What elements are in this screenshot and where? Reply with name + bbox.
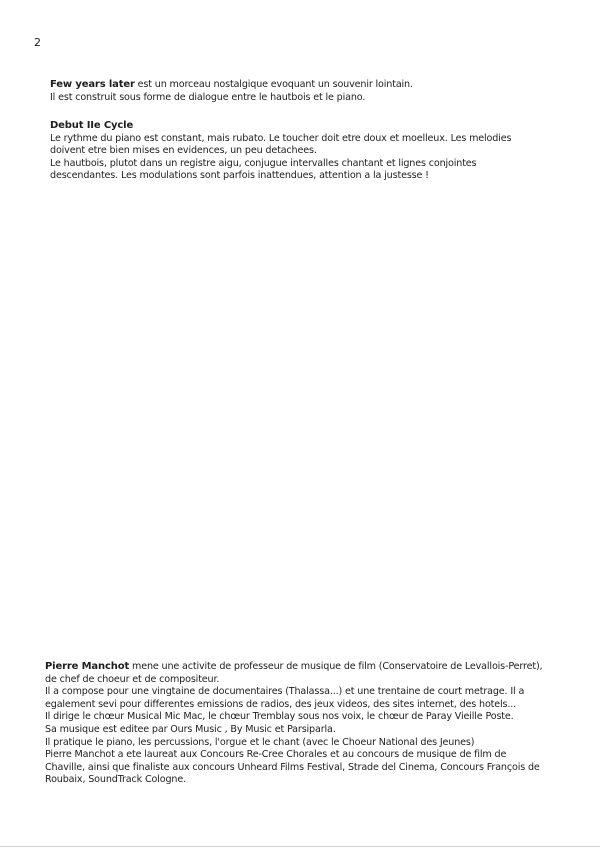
- bio-line: Chaville, ainsi que finaliste aux concours Unheard Films Festival, Strade del Cinema, Concours François de: [45, 761, 540, 773]
- intro-line-1: [50, 79, 570, 92]
- composer-name: Pierre Manchot: [45, 661, 130, 672]
- page-number: 2: [34, 36, 41, 49]
- bio-line: Il pratique le piano, les percussions, l'orgue et le chant (avec le Choeur National des Jeunes): [45, 736, 475, 748]
- bio-line: Pierre Manchot a ete laureat aux Concours Re-Cree Chorales et au concours de musique de film de: [45, 749, 507, 761]
- level-section: [50, 120, 570, 183]
- composer-bio: [45, 661, 570, 787]
- bio-line: de chef de choeur et de compositeur.: [45, 673, 220, 685]
- section-heading: Debut IIe Cycle: [50, 120, 134, 131]
- bottom-edge-divider: [0, 846, 600, 847]
- bio-line: Roubaix, SoundTrack Cologne.: [45, 774, 186, 786]
- bio-line: Il a compose pour une vingtaine de documentaires (Thalassa...) et une trentaine de court metrage. Il a: [45, 686, 525, 698]
- section-line: Le rythme du piano est constant, mais rubato. Le toucher doit etre doux et moelleux. Les melodies: [50, 132, 512, 144]
- bio-line: Sa musique est editee par Ours Music , By Music et Parsiparla.: [45, 723, 336, 735]
- intro-paragraph: [50, 79, 570, 104]
- piece-title: Few years later: [50, 79, 135, 90]
- section-line: doivent etre bien mises en evidences, un peu detachees.: [50, 145, 317, 157]
- bio-line: egalement sevi pour differentes emissions de radios, des jeux videos, des sites internet, des hotels...: [45, 698, 517, 710]
- intro-line-2: Il est construit sous forme de dialogue entre le hautbois et le piano.: [50, 91, 366, 103]
- section-line: descendantes. Les modulations sont parfois inattendues, attention a la justesse !: [50, 170, 429, 182]
- bio-line-1-text: mene une activite de professeur de musique de film (Conservatoire de Levallois-Perret),: [129, 661, 543, 672]
- section-line: Le hautbois, plutot dans un registre aigu, conjugue intervalles chantant et lignes conjointes: [50, 157, 477, 169]
- intro-line-1-text: est un morceau nostalgique evoquant un souvenir lointain.: [134, 79, 413, 90]
- bio-line-1: [45, 661, 570, 674]
- bio-line: Il dirige le chœur Musical Mic Mac, le chœur Tremblay sous nos voix, le chœur de Paray Vieille Poste.: [45, 711, 514, 723]
